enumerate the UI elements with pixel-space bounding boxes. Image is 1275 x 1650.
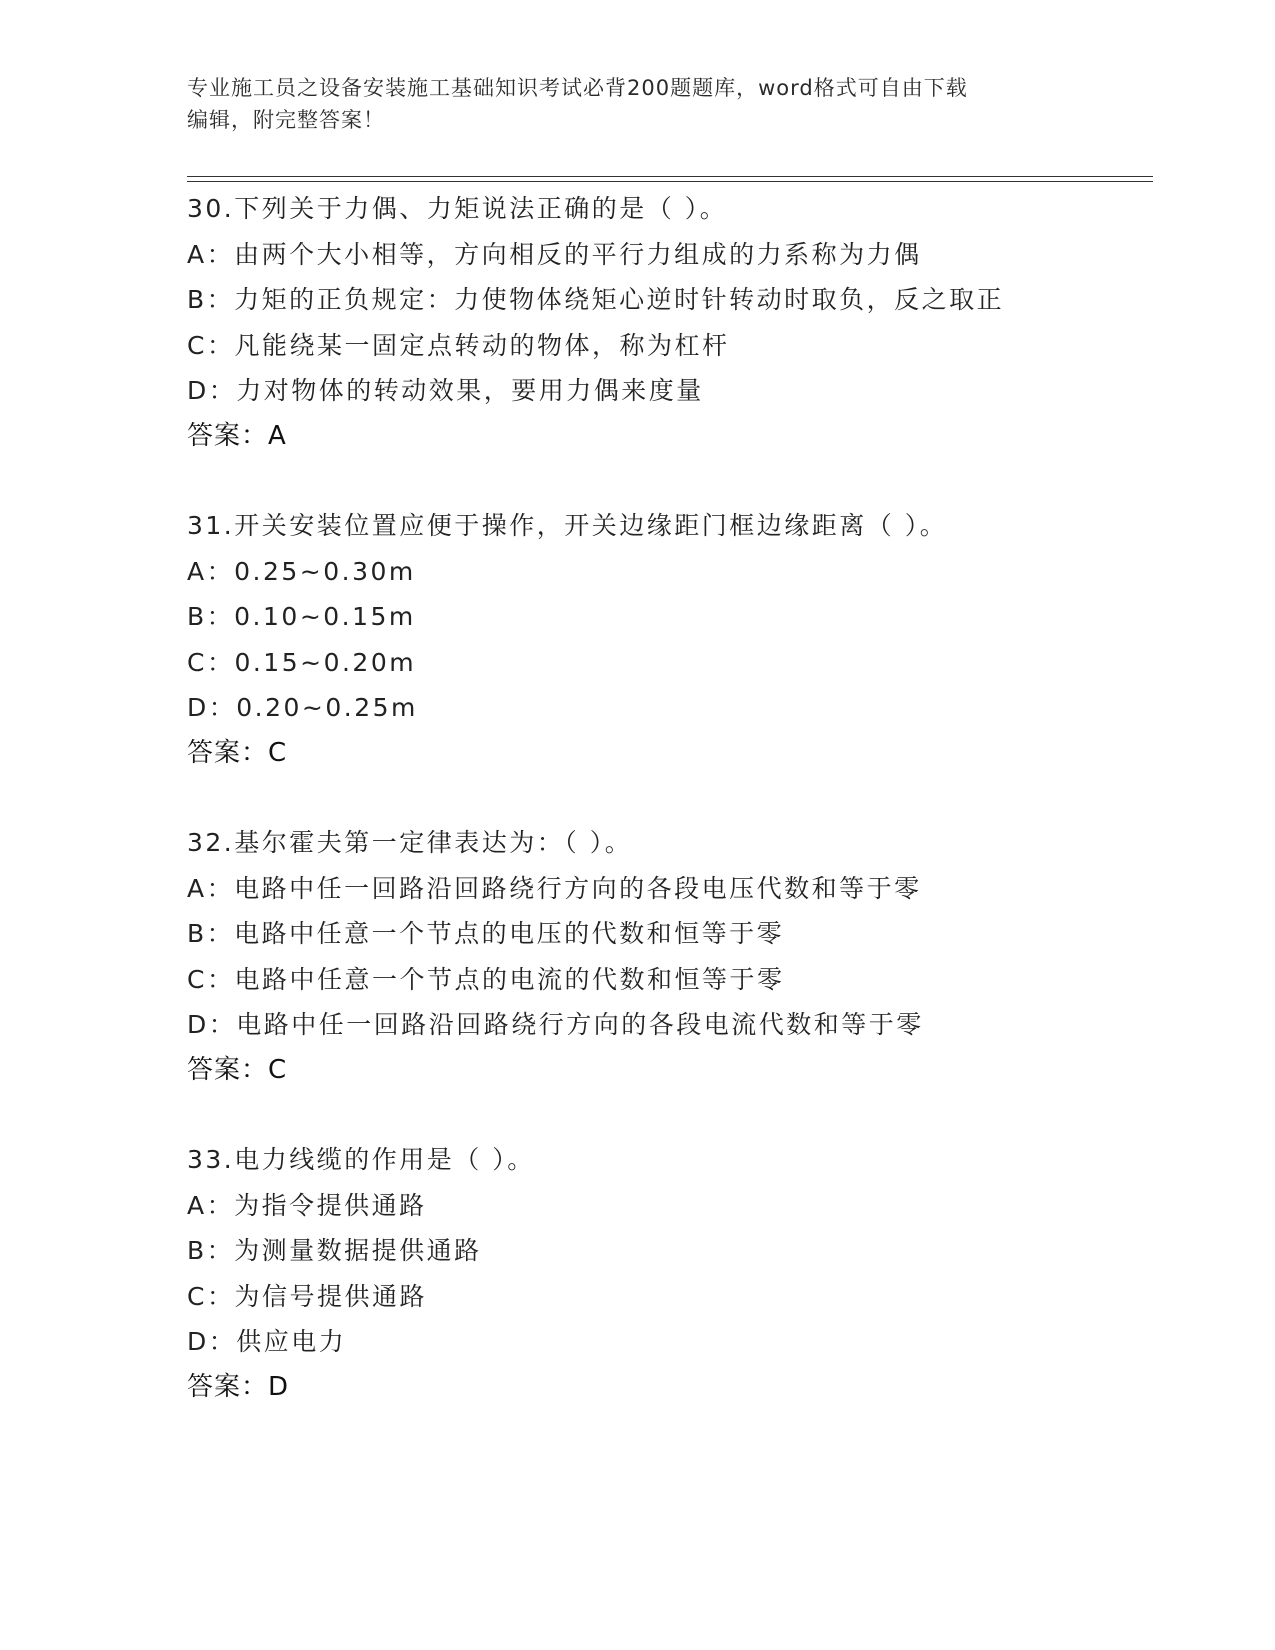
answer-line: [187, 731, 1167, 777]
answer-value: A: [268, 420, 286, 451]
answer-value: D: [268, 1371, 289, 1402]
question-31: [187, 503, 1167, 776]
option-a: A：电路中任一回路沿回路绕行方向的各段电压代数和等于零: [187, 873, 922, 903]
option-c: C：为信号提供通路: [187, 1281, 427, 1311]
option-a: A：由两个大小相等，方向相反的平行力组成的力系称为力偶: [187, 239, 922, 269]
question-32: [187, 820, 1167, 1093]
option-d: D：供应电力: [187, 1327, 347, 1356]
header-line-1: 专业施工员之设备安装施工基础知识考试必背200题题库，word格式可自由下载: [187, 76, 968, 100]
answer-label: 答案：: [187, 1371, 269, 1402]
answer-line: [187, 1048, 1167, 1094]
header-divider-top: [187, 176, 1153, 177]
option-d: D：电路中任一回路沿回路绕行方向的各段电流代数和等于零: [187, 1010, 924, 1039]
question-stem: 33.电力线缆的作用是（ ）。: [187, 1145, 535, 1174]
option-b: B：为测量数据提供通路: [187, 1236, 482, 1265]
question-stem: 31.开关安装位置应便于操作，开关边缘距门框边缘距离（ ）。: [187, 511, 948, 540]
answer-line: [187, 1365, 1167, 1411]
header-line-2: 编辑，附完整答案！: [187, 108, 385, 132]
question-stem: 32.基尔霍夫第一定律表达为：（ ）。: [187, 828, 633, 857]
option-d: D：0.20~0.25m: [187, 693, 418, 722]
question-30: [187, 186, 1167, 459]
option-d: D：力对物体的转动效果，要用力偶来度量: [187, 376, 704, 405]
answer-label: 答案：: [187, 737, 269, 768]
option-b: B：0.10~0.15m: [187, 602, 416, 631]
answer-value: C: [268, 1054, 287, 1085]
question-stem: 30.下列关于力偶、力矩说法正确的是（ ）。: [187, 194, 728, 223]
document-header: [187, 72, 1087, 136]
option-c: C：电路中任意一个节点的电流的代数和恒等于零: [187, 964, 785, 994]
option-a: A：为指令提供通路: [187, 1190, 427, 1220]
option-b: B：电路中任意一个节点的电压的代数和恒等于零: [187, 919, 785, 948]
question-33: [187, 1137, 1167, 1410]
option-c: C：凡能绕某一固定点转动的物体，称为杠杆: [187, 330, 730, 360]
answer-label: 答案：: [187, 420, 269, 451]
answer-label: 答案：: [187, 1054, 269, 1085]
header-divider-bottom: [187, 181, 1153, 182]
answer-line: [187, 414, 1167, 460]
answer-value: C: [268, 737, 287, 768]
option-b: B：力矩的正负规定：力使物体绕矩心逆时针转动时取负，反之取正: [187, 285, 1005, 314]
option-c: C：0.15~0.20m: [187, 647, 417, 677]
option-a: A：0.25~0.30m: [187, 556, 416, 586]
question-list: [187, 186, 1167, 1454]
